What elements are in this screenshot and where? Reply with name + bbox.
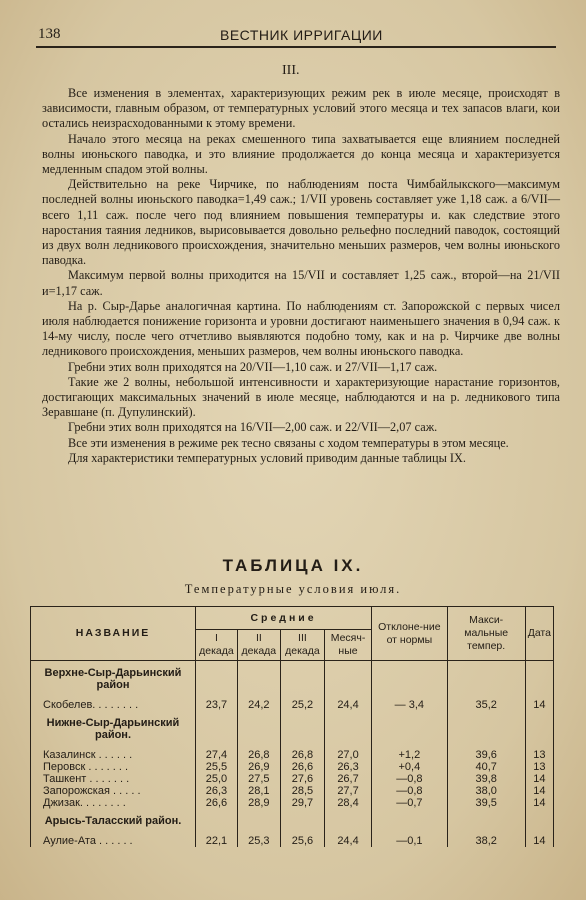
group-row bbox=[31, 809, 554, 829]
cell-month: 24,4 bbox=[324, 835, 371, 847]
cell-dek1: 25,0 bbox=[196, 773, 238, 785]
header-name: НАЗВАНИЕ bbox=[31, 607, 196, 661]
temperature-table bbox=[30, 606, 554, 847]
cell-month: 26,7 bbox=[324, 773, 371, 785]
cell-date: 14 bbox=[525, 699, 553, 711]
running-header bbox=[38, 22, 548, 46]
cell-date: 14 bbox=[525, 797, 553, 809]
cell-max: 39,8 bbox=[447, 773, 525, 785]
cell-deviation: +0,4 bbox=[372, 761, 448, 773]
cell-dek2: 26,9 bbox=[237, 761, 280, 773]
paragraph: На р. Сыр-Дарье аналогичная картина. По наблюдениям ст. Запорожской с первых чисел июля наблюдается понижение горизонта и уровни достигают наименьшего значения в 0,94 саж. к 14-му числу, после чего отчетливо выявляются подобно тому, как и на р. Чирчике две волны ледникового происхождения, меньших размеров, чем волны июньского паводка. bbox=[42, 298, 560, 359]
header-srednie: Средние bbox=[196, 607, 372, 630]
paragraph: Действительно на реке Чирчике, по наблюдениям поста Чимбайлыкского—максимум последней волны июньского паводка=1,49 саж.; 1/VII уровень составляет уже 1,18 саж. а 6/VII—всего 1,11 саж. после чего под влиянием повышения температуры и. как следствие этого наростания таяния ледников, вырисовывается довольно рельефно последний паводок, состоящий из двух волн ледникового происхождения, значительно меньших размеров, чем волны июньского паводка. bbox=[42, 177, 560, 268]
cell-deviation: —0,8 bbox=[372, 785, 448, 797]
group-name: Верхне-Сыр-Дарьинский район bbox=[31, 661, 196, 694]
group-name: Нижне-Сыр-Дарьинский район. bbox=[31, 711, 196, 743]
paragraph: Максимум первой волны приходится на 15/VII и составляет 1,25 саж., второй—на 21/VII и=1,17 саж. bbox=[42, 268, 560, 298]
cell-month: 28,4 bbox=[324, 797, 371, 809]
cell-deviation: —0,1 bbox=[372, 835, 448, 847]
cell-deviation: —0,8 bbox=[372, 773, 448, 785]
journal-title: ВЕСТНИК ИРРИГАЦИИ bbox=[220, 27, 383, 43]
cell-max: 35,2 bbox=[447, 699, 525, 711]
cell-dek2: 28,1 bbox=[237, 785, 280, 797]
cell-dek1: 22,1 bbox=[196, 835, 238, 847]
cell-dek3: 27,6 bbox=[280, 773, 324, 785]
cell-deviation: —0,7 bbox=[372, 797, 448, 809]
table-row bbox=[31, 761, 554, 773]
paragraph: Такие же 2 волны, небольшой интенсивности и характеризующие нарастание горизонтов, достигающих максимальных значений в июле месяце, наблюдаются и на р. ледникового типа Зеравшане (п. Дупулинский). bbox=[42, 374, 560, 420]
station-name: Аулие-Ата . . . . . . bbox=[31, 835, 196, 847]
cell-dek1: 23,7 bbox=[196, 699, 238, 711]
cell-date: 13 bbox=[525, 749, 553, 761]
group-row bbox=[31, 711, 554, 743]
cell-dek2: 27,5 bbox=[237, 773, 280, 785]
station-name: Джизак. . . . . . . . bbox=[31, 797, 196, 809]
table-row bbox=[31, 749, 554, 761]
cell-max: 40,7 bbox=[447, 761, 525, 773]
cell-dek2: 24,2 bbox=[237, 699, 280, 711]
station-name: Скобелев. . . . . . . . bbox=[31, 699, 196, 711]
header-dek2: II декада bbox=[237, 630, 280, 661]
cell-max: 38,2 bbox=[447, 835, 525, 847]
header-dek1: I декада bbox=[196, 630, 238, 661]
cell-dek1: 25,5 bbox=[196, 761, 238, 773]
paragraph: Все эти изменения в режиме рек тесно связаны с ходом температуры в этом месяце. bbox=[68, 435, 509, 450]
cell-dek3: 28,5 bbox=[280, 785, 324, 797]
paragraph: Гребни этих волн приходятся на 16/VII—2,00 саж. и 22/VII—2,07 саж. bbox=[68, 420, 438, 435]
table-row bbox=[31, 785, 554, 797]
cell-deviation: +1,2 bbox=[372, 749, 448, 761]
group-row bbox=[31, 661, 554, 694]
cell-date: 14 bbox=[525, 835, 553, 847]
cell-dek2: 25,3 bbox=[237, 835, 280, 847]
cell-dek2: 26,8 bbox=[237, 749, 280, 761]
cell-date: 14 bbox=[525, 773, 553, 785]
cell-max: 39,5 bbox=[447, 797, 525, 809]
cell-date: 13 bbox=[525, 761, 553, 773]
cell-date: 14 bbox=[525, 785, 553, 797]
table-row bbox=[31, 773, 554, 785]
header-deviation: Отклоне-ние от нормы bbox=[372, 607, 448, 661]
cell-deviation: — 3,4 bbox=[372, 699, 448, 711]
cell-dek1: 26,6 bbox=[196, 797, 238, 809]
table-title: ТАБЛИЦА IX. bbox=[222, 556, 364, 575]
cell-dek3: 25,2 bbox=[280, 699, 324, 711]
cell-dek3: 26,8 bbox=[280, 749, 324, 761]
cell-month: 26,3 bbox=[324, 761, 371, 773]
cell-month: 24,4 bbox=[324, 699, 371, 711]
paragraph: Все изменения в элементах, характеризующих режим рек в июле месяце, происходят в зависимости, главным образом, от температурных условий этого месяца и тех запасов влаги, кои остались неизрасходованными к этому времени. bbox=[42, 86, 560, 131]
cell-max: 39,6 bbox=[447, 749, 525, 761]
body-text bbox=[42, 86, 560, 466]
table-row bbox=[31, 699, 554, 711]
table-row bbox=[31, 835, 554, 847]
header-month: Месяч-ные bbox=[324, 630, 371, 661]
header-date: Дата bbox=[525, 607, 553, 661]
cell-dek1: 26,3 bbox=[196, 785, 238, 797]
cell-dek2: 28,9 bbox=[237, 797, 280, 809]
station-name: Ташкент . . . . . . . bbox=[31, 773, 196, 785]
cell-dek1: 27,4 bbox=[196, 749, 238, 761]
table-row bbox=[31, 797, 554, 809]
group-name: Арысь-Таласский район. bbox=[31, 809, 196, 829]
cell-month: 27,0 bbox=[324, 749, 371, 761]
page-number: 138 bbox=[38, 26, 61, 42]
station-name: Запорожская . . . . . bbox=[31, 785, 196, 797]
station-name: Перовск . . . . . . . bbox=[31, 761, 196, 773]
header-rule bbox=[36, 46, 556, 48]
section-number: III. bbox=[282, 63, 300, 78]
header-dek3: III декада bbox=[280, 630, 324, 661]
cell-dek3: 29,7 bbox=[280, 797, 324, 809]
table-subtitle: Температурные условия июля. bbox=[184, 582, 402, 596]
header-max: Макси-мальные темпер. bbox=[447, 607, 525, 661]
paragraph: Гребни этих волн приходятся на 20/VII—1,10 саж. и 27/VII—1,17 саж. bbox=[68, 359, 438, 374]
paragraph: Для характеристики температурных условий приводим данные таблицы IX. bbox=[68, 450, 466, 465]
cell-month: 27,7 bbox=[324, 785, 371, 797]
cell-dek3: 25,6 bbox=[280, 835, 324, 847]
station-name: Казалинск . . . . . . bbox=[31, 749, 196, 761]
cell-max: 38,0 bbox=[447, 785, 525, 797]
cell-dek3: 26,6 bbox=[280, 761, 324, 773]
paragraph: Начало этого месяца на реках смешенного типа захватывается еще влиянием последней волны июньского паводка, и это влияние продолжается до конца месяца и характеризуется медленным спадом этой волны. bbox=[42, 131, 560, 177]
